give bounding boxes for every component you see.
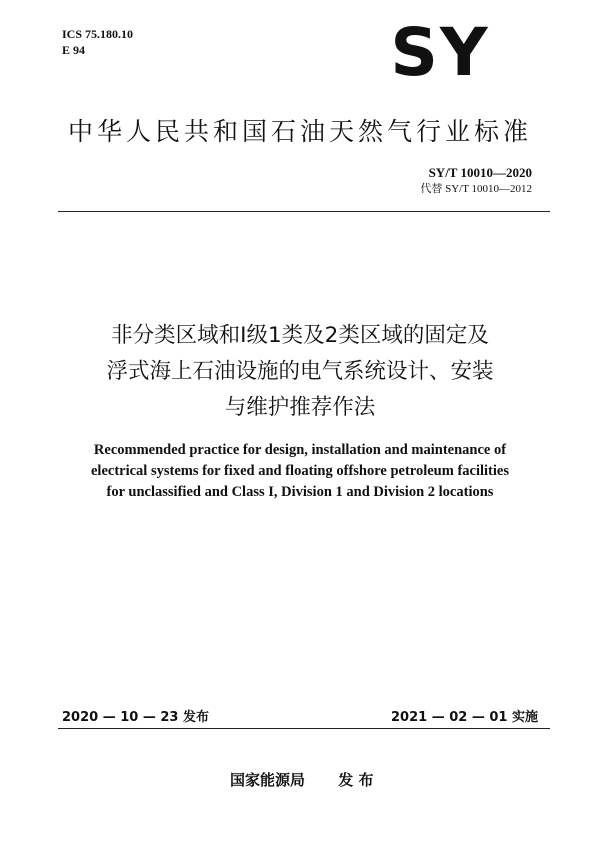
sy-logo-text: SY [390,14,490,91]
english-title-line: Recommended practice for design, installation and maintenance of [93,442,507,458]
issue-date: 2020 — 10 — 23 发布 [62,710,209,725]
english-title-line: for unclassified and Class I, Division 1 and Division 2 locations [106,484,494,500]
ccs-code: E 94 [62,43,86,57]
publisher [230,770,373,790]
publisher-action: 发 布 [338,771,374,789]
classification-codes [62,26,133,58]
ics-code: ICS 75.180.10 [62,27,134,41]
implementation-date: 2021 — 02 — 01 实施 [391,710,538,725]
standard-number-block [420,165,532,197]
replaces-standard: 代替 SY/T 10010—2012 [420,183,532,195]
chinese-title-line: 浮式海上石油设施的电气系统设计、安装 [106,359,494,384]
chinese-title [0,318,600,426]
sy-logo [380,14,500,104]
chinese-title-line: 与维护推荐作法 [224,395,376,420]
top-divider [58,211,550,212]
standard-number: SY/T 10010—2020 [428,165,532,180]
english-title-line: electrical systems for fixed and floating offshore petroleum facilities [90,463,509,479]
bottom-divider [58,728,550,729]
chinese-title-line: 非分类区域和Ⅰ级1类及2类区域的固定及 [111,323,489,348]
publisher-name: 国家能源局 [230,771,306,789]
english-title [0,440,600,503]
standard-category-title: 中华人民共和国石油天然气行业标准 [67,117,532,146]
